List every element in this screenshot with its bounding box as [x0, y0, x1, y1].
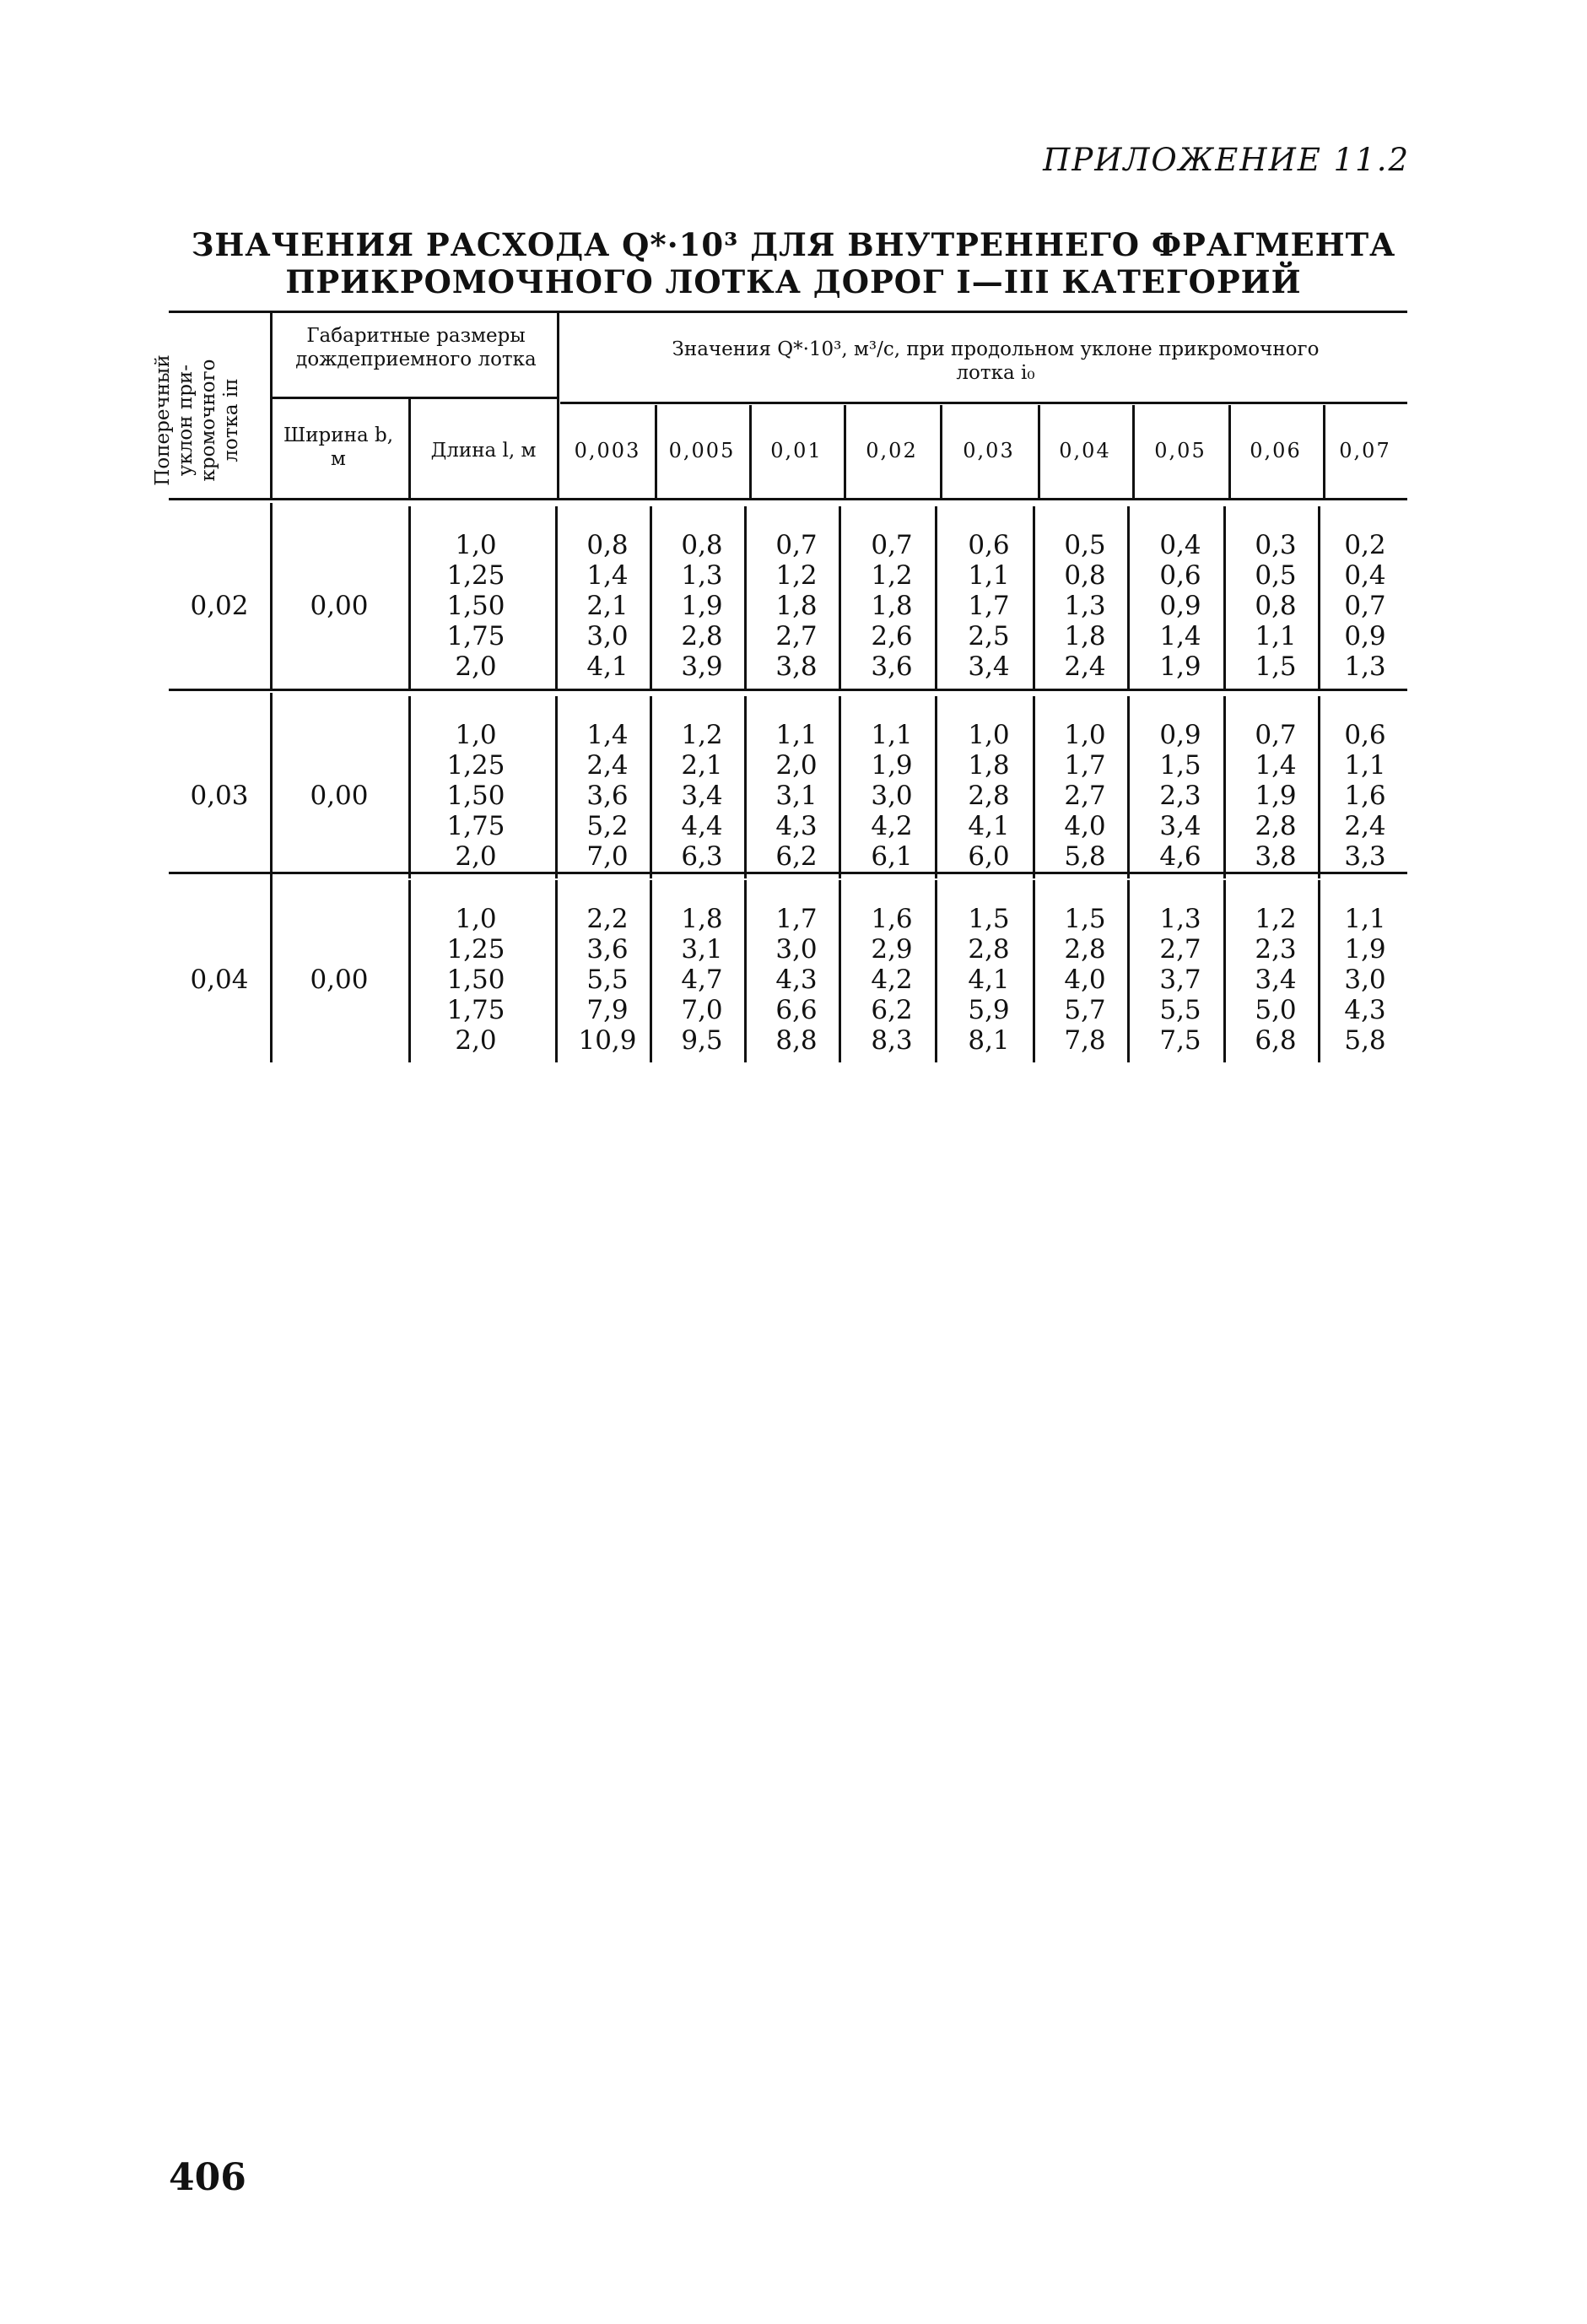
table-cell: 2,7 [775, 621, 818, 651]
table-cell: 1,7 [775, 904, 818, 934]
group-1-length-column [408, 720, 543, 872]
group-2-vrule-0 [555, 880, 558, 1062]
table-cell: 1,0 [1064, 720, 1106, 750]
slope-header-0: 0,003 [574, 439, 641, 462]
table-cell: 1,4 [586, 560, 629, 591]
table-top-rule [169, 311, 1407, 313]
table-cell: 5,2 [586, 811, 629, 841]
table-cell: 1,5 [1064, 904, 1106, 934]
table-cell: 1,2 [1255, 904, 1297, 934]
group-1-values-column-3 [844, 720, 940, 872]
table-cell: 4,6 [1159, 841, 1201, 872]
table-cell: 0,8 [1255, 591, 1297, 621]
table-cell: 3,1 [775, 781, 818, 811]
table-cell: 3,8 [1255, 841, 1297, 872]
table-cell: 1,1 [1255, 621, 1297, 651]
table-cell: 7,0 [586, 841, 629, 872]
table-cell: 1,3 [1064, 591, 1106, 621]
group-0-values-column-7 [1228, 530, 1323, 682]
table-cell: 2,3 [1159, 781, 1201, 811]
table-cell: 0,8 [586, 530, 629, 560]
table-cell: 2,4 [1064, 651, 1106, 682]
slope-header-divider-1 [655, 405, 657, 498]
table-cell: 1,4 [586, 720, 629, 750]
length-value: 1,75 [446, 621, 505, 651]
group-2-values-column-8 [1323, 904, 1407, 1056]
table-cell: 2,8 [1255, 811, 1297, 841]
table-cell: 1,7 [968, 591, 1010, 621]
table-cell: 2,4 [586, 750, 629, 781]
table-cell: 1,8 [1064, 621, 1106, 651]
table-cell: 1,9 [1344, 934, 1386, 965]
group-1-values-column-6 [1132, 720, 1228, 872]
table-cell: 4,3 [775, 811, 818, 841]
table-cell: 2,3 [1255, 934, 1297, 965]
table-cell: 9,5 [681, 1025, 723, 1056]
table-cell: 4,1 [968, 811, 1010, 841]
table-cell: 2,8 [1064, 934, 1106, 965]
table-cell: 1,9 [681, 591, 723, 621]
group-1-values-column-2 [749, 720, 844, 872]
length-value: 1,0 [455, 530, 497, 560]
group-rule-1 [169, 689, 1407, 691]
table-cell: 0,4 [1344, 560, 1386, 591]
slope-header-divider-8 [1323, 405, 1325, 498]
table-cell: 1,4 [1255, 750, 1297, 781]
table-cell: 2,8 [681, 621, 723, 651]
group-2-values-column-5 [1038, 904, 1132, 1056]
table-cell: 3,6 [871, 651, 913, 682]
group-0-cross-slope: 0,02 [190, 591, 249, 621]
table-cell: 4,1 [586, 651, 629, 682]
table-cell: 0,6 [1344, 720, 1386, 750]
title-line-2: ПРИКРОМОЧНОГО ЛОТКА ДОРОГ I—III КАТЕГОРИЙ [285, 263, 1302, 300]
table-cell: 3,3 [1344, 841, 1386, 872]
length-value: 1,50 [446, 965, 505, 995]
slope-header-divider-6 [1132, 405, 1135, 498]
table-cell: 1,0 [968, 720, 1010, 750]
table-cell: 3,6 [586, 781, 629, 811]
table-cell: 0,2 [1344, 530, 1386, 560]
slope-header-4: 0,03 [963, 439, 1015, 462]
table-cell: 2,1 [681, 750, 723, 781]
group-0-width: 0,00 [310, 591, 369, 621]
table-cell: 4,3 [1344, 995, 1386, 1025]
table-cell: 6,2 [871, 995, 913, 1025]
slope-header-2: 0,01 [770, 439, 823, 462]
group-1-width: 0,00 [310, 781, 369, 811]
table-cell: 3,6 [586, 934, 629, 965]
table-cell: 4,4 [681, 811, 723, 841]
length-value: 1,25 [446, 560, 505, 591]
table-cell: 1,1 [871, 720, 913, 750]
table-cell: 1,2 [871, 560, 913, 591]
slope-header-7: 0,06 [1250, 439, 1302, 462]
values-header: Значения Q*·10³, м³/с, при продольном уклоне прикромочного лотка i₀ [672, 338, 1320, 384]
table-cell: 3,4 [1255, 965, 1297, 995]
group-1-cross-slope: 0,03 [190, 781, 249, 811]
table-cell: 4,0 [1064, 811, 1106, 841]
group-0-values-column-8 [1323, 530, 1407, 682]
header-bottom-rule [169, 498, 1407, 500]
group-0-values-column-4 [940, 530, 1038, 682]
table-cell: 3,7 [1159, 965, 1201, 995]
table-cell: 6,3 [681, 841, 723, 872]
length-value: 2,0 [455, 651, 497, 682]
group-1-vrule-0 [555, 696, 558, 878]
group-0-values-column-1 [655, 530, 749, 682]
appendix-label: ПРИЛОЖЕНИЕ 11.2 [1043, 142, 1410, 178]
group-0-values-column-6 [1132, 530, 1228, 682]
table-cell: 1,3 [1344, 651, 1386, 682]
table-cell: 5,5 [1159, 995, 1201, 1025]
length-value: 2,0 [455, 1025, 497, 1056]
table-cell: 1,5 [968, 904, 1010, 934]
table-cell: 3,4 [1159, 811, 1201, 841]
table-cell: 1,4 [1159, 621, 1201, 651]
table-cell: 8,8 [775, 1025, 818, 1056]
table-cell: 1,7 [1064, 750, 1106, 781]
table-cell: 2,1 [586, 591, 629, 621]
table-cell: 0,9 [1344, 621, 1386, 651]
table-cell: 0,8 [681, 530, 723, 560]
length-value: 1,0 [455, 904, 497, 934]
table-cell: 0,5 [1255, 560, 1297, 591]
group-2-width: 0,00 [310, 965, 369, 995]
table-cell: 7,5 [1159, 1025, 1201, 1056]
group-1-values-column-8 [1323, 720, 1407, 872]
table-cell: 3,4 [681, 781, 723, 811]
table-cell: 1,1 [1344, 904, 1386, 934]
table-cell: 0,3 [1255, 530, 1297, 560]
slope-header-3: 0,02 [866, 439, 918, 462]
group-2-values-column-7 [1228, 904, 1323, 1056]
table-cell: 2,6 [871, 621, 913, 651]
group-0-values-column-0 [560, 530, 655, 682]
table-cell: 10,9 [578, 1025, 637, 1056]
group-2-values-column-6 [1132, 904, 1228, 1056]
group-1-values-column-5 [1038, 720, 1132, 872]
group-2-values-column-1 [655, 904, 749, 1056]
slope-header-divider-7 [1228, 405, 1231, 498]
table-cell: 6,6 [775, 995, 818, 1025]
table-cell: 1,9 [871, 750, 913, 781]
length-value: 1,50 [446, 781, 505, 811]
header-vrule-3 [557, 312, 559, 498]
table-cell: 1,2 [681, 720, 723, 750]
table-cell: 0,7 [1255, 720, 1297, 750]
group-0-values-column-5 [1038, 530, 1132, 682]
table-cell: 2,8 [968, 781, 1010, 811]
table-cell: 2,4 [1344, 811, 1386, 841]
table-cell: 0,9 [1159, 591, 1201, 621]
slope-header-divider-2 [749, 405, 752, 498]
table-cell: 0,8 [1064, 560, 1106, 591]
table-cell: 1,8 [968, 750, 1010, 781]
table-cell: 7,0 [681, 995, 723, 1025]
group-2-values-column-0 [560, 904, 655, 1056]
table-cell: 2,7 [1064, 781, 1106, 811]
group-2-cross-slope: 0,04 [190, 965, 249, 995]
table-cell: 0,9 [1159, 720, 1201, 750]
group-0-values-column-2 [749, 530, 844, 682]
length-value: 1,75 [446, 811, 505, 841]
group-2-length-column [408, 904, 543, 1056]
table-cell: 0,7 [1344, 591, 1386, 621]
group-2-values-column-3 [844, 904, 940, 1056]
table-cell: 1,1 [775, 720, 818, 750]
table-cell: 3,4 [968, 651, 1010, 682]
table-cell: 0,6 [968, 530, 1010, 560]
table-cell: 2,2 [586, 904, 629, 934]
group-1-values-column-1 [655, 720, 749, 872]
group-1-values-column-7 [1228, 720, 1323, 872]
length-value: 1,75 [446, 995, 505, 1025]
length-value: 1,25 [446, 934, 505, 965]
table-cell: 1,1 [968, 560, 1010, 591]
table-cell: 3,9 [681, 651, 723, 682]
table-cell: 1,8 [775, 591, 818, 621]
table-cell: 8,3 [871, 1025, 913, 1056]
table-cell: 0,4 [1159, 530, 1201, 560]
group-0-values-column-3 [844, 530, 940, 682]
group-0-length-column [408, 530, 543, 682]
group-rule-2 [169, 872, 1407, 874]
table-cell: 4,2 [871, 965, 913, 995]
table-cell: 5,0 [1255, 995, 1297, 1025]
header-sub-rule-dims [270, 397, 557, 399]
group-2-values-column-4 [940, 904, 1038, 1056]
table-cell: 1,9 [1159, 651, 1201, 682]
table-cell: 3,0 [586, 621, 629, 651]
table-cell: 1,5 [1255, 651, 1297, 682]
group-1-values-column-4 [940, 720, 1038, 872]
header-vrule-1 [270, 312, 273, 498]
table-cell: 0,6 [1159, 560, 1201, 591]
table-cell: 0,7 [871, 530, 913, 560]
table-cell: 6,2 [775, 841, 818, 872]
table-cell: 5,8 [1064, 841, 1106, 872]
slope-header-1: 0,005 [668, 439, 736, 462]
table-cell: 3,0 [775, 934, 818, 965]
width-header: Ширина b, м [283, 424, 393, 470]
group-0-vrule-0 [555, 506, 558, 689]
table-cell: 3,8 [775, 651, 818, 682]
title-line-1: ЗНАЧЕНИЯ РАСХОДА Q*·10³ ДЛЯ ВНУТРЕННЕГО ФРАГМЕНТА [191, 226, 1396, 263]
length-value: 1,25 [446, 750, 505, 781]
table-cell: 2,5 [968, 621, 1010, 651]
table-cell: 3,0 [871, 781, 913, 811]
slope-header-5: 0,04 [1059, 439, 1111, 462]
table-cell: 0,7 [775, 530, 818, 560]
table-cell: 5,8 [1344, 1025, 1386, 1056]
table-cell: 3,0 [1344, 965, 1386, 995]
table-cell: 5,9 [968, 995, 1010, 1025]
length-value: 1,0 [455, 720, 497, 750]
table-cell: 3,1 [681, 934, 723, 965]
table-cell: 1,9 [1255, 781, 1297, 811]
table-cell: 1,1 [1344, 750, 1386, 781]
table-cell: 2,0 [775, 750, 818, 781]
dimensions-header: Габаритные размеры дождеприемного лотка [295, 325, 537, 370]
slope-header-divider-5 [1038, 405, 1040, 498]
length-value: 2,0 [455, 841, 497, 872]
page-number: 406 [169, 2156, 246, 2199]
slope-header-8: 0,07 [1339, 439, 1391, 462]
header-sub-rule-values [560, 402, 1407, 404]
table-cell: 2,9 [871, 934, 913, 965]
table-cell: 8,1 [968, 1025, 1010, 1056]
table-cell: 5,5 [586, 965, 629, 995]
table-cell: 2,8 [968, 934, 1010, 965]
table-cell: 1,3 [1159, 904, 1201, 934]
table-cell: 4,7 [681, 965, 723, 995]
group-1-values-column-0 [560, 720, 655, 872]
table-cell: 0,5 [1064, 530, 1106, 560]
length-header: Длина l, м [430, 440, 537, 462]
slope-header-divider-4 [940, 405, 942, 498]
table-cell: 1,6 [871, 904, 913, 934]
cross-slope-header: Поперечный уклон при-кромочного лотка iп [152, 354, 242, 486]
table-cell: 7,9 [586, 995, 629, 1025]
table-cell: 1,8 [681, 904, 723, 934]
table-cell: 4,1 [968, 965, 1010, 995]
table-cell: 1,8 [871, 591, 913, 621]
length-value: 1,50 [446, 591, 505, 621]
table-cell: 1,2 [775, 560, 818, 591]
table-cell: 1,6 [1344, 781, 1386, 811]
slope-header-6: 0,05 [1154, 439, 1206, 462]
table-cell: 4,0 [1064, 965, 1106, 995]
table-cell: 1,3 [681, 560, 723, 591]
table-cell: 6,8 [1255, 1025, 1297, 1056]
table-cell: 1,5 [1159, 750, 1201, 781]
slope-header-divider-3 [844, 405, 846, 498]
table-cell: 6,0 [968, 841, 1010, 872]
table-cell: 4,3 [775, 965, 818, 995]
group-2-values-column-2 [749, 904, 844, 1056]
table-cell: 5,7 [1064, 995, 1106, 1025]
table-cell: 7,8 [1064, 1025, 1106, 1056]
table-cell: 6,1 [871, 841, 913, 872]
table-cell: 2,7 [1159, 934, 1201, 965]
table-cell: 4,2 [871, 811, 913, 841]
